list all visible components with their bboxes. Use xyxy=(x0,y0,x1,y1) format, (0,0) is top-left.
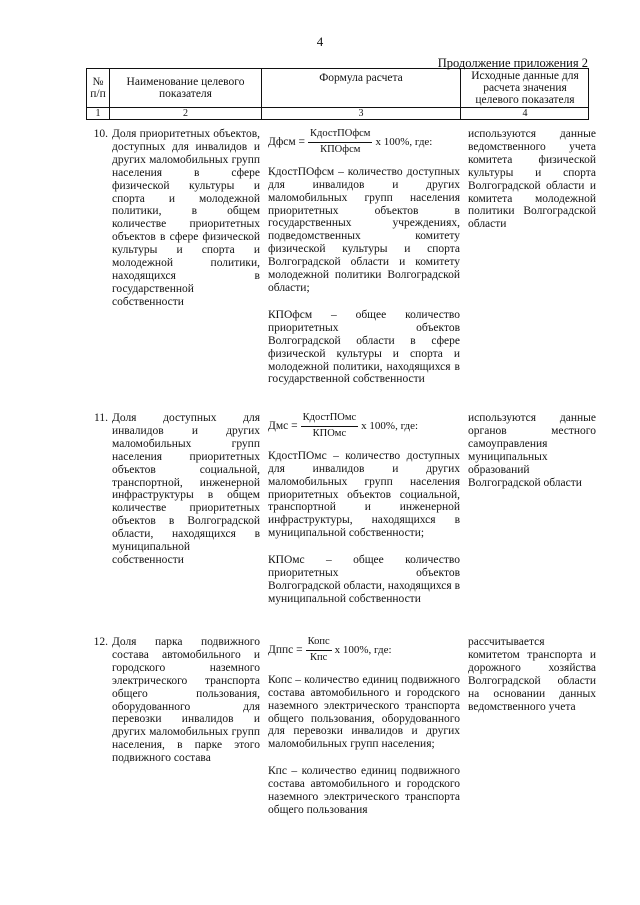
formula-definition: Кпс – количество единиц подвижного состава автомобильного и городского наземного электрического транспорта общего пользования xyxy=(268,765,460,816)
header-col-formula: Формула расчета xyxy=(319,72,403,84)
formula-fraction xyxy=(301,412,359,441)
header-num-4: 4 xyxy=(522,108,528,119)
formula xyxy=(268,636,460,665)
formula-numerator: КдостПОфсм xyxy=(308,128,372,143)
header-col-number: № п/п xyxy=(90,76,106,100)
formula-tail: х 100%, где: xyxy=(334,643,392,656)
indicator-name: Доля доступных для инвалидов и других маломобильных групп населения приоритетных объектов социальной, транспортной, инженерной инфраструктуры в общем количестве приоритетных объектов в Волгоградской области, находящихся в муниципальной собственности xyxy=(112,412,260,566)
row-number: 12. xyxy=(93,636,108,648)
formula-cell xyxy=(268,412,460,606)
formula-symbol: Дппс = xyxy=(268,643,303,656)
indicator-name: Доля парка подвижного состава автомобильного и городского наземного электрического транспорта общего пользования, оборудованного для перевозки инвалидов и других маломобильных групп населения, в парке этого подвижного состава xyxy=(112,636,260,765)
formula-cell xyxy=(268,636,460,817)
formula-tail: х 100%, где: xyxy=(361,419,419,432)
formula-denominator: КПОмс xyxy=(312,427,347,439)
indicator-name: Доля приоритетных объектов, доступных для инвалидов и других маломобильных групп населения в сфере физической культуры и спорта и молодежной политики, в общем количестве приоритетных объектов в сфере физической культуры и спорта и молодежной политики, находящихся в государственной собственности xyxy=(112,128,260,308)
header-col-source: Исходные данные для расчета значения целевого показателя xyxy=(471,70,579,106)
formula-numerator: Копс xyxy=(306,636,332,651)
formula-definition: КПОмс – общее количество приоритетных объектов Волгоградской области, находящихся в муниципальной собственности xyxy=(268,554,460,605)
header-num-2: 2 xyxy=(183,108,188,119)
formula xyxy=(268,412,460,441)
source-data: рассчитывается комитетом транспорта и дорожного хозяйства Волгоградской области на основании данных ведомственного учета xyxy=(468,636,596,713)
source-data: используются данные органов местного самоуправления муниципальных образований Волгоградской области xyxy=(468,412,596,489)
source-data: используются данные ведомственного учета комитета физической культуры и спорта Волгоградской области и комитета молодежной политики Волгоградской области xyxy=(468,128,596,231)
formula-fraction xyxy=(308,128,372,157)
formula-definition: КПОфсм – общее количество приоритетных объектов Волгоградской области в сфере физической культуры и спорта и молодежной политики, находящихся в государственной собственности xyxy=(268,308,460,386)
formula-tail: х 100%, где: xyxy=(375,135,433,148)
formula-denominator: КПОфсм xyxy=(320,143,361,155)
formula-symbol: Дфсм = xyxy=(268,135,306,148)
table-header xyxy=(86,68,589,120)
formula-definition: КдостПОфсм – количество доступных для инвалидов и других маломобильных групп населения приоритетных объектов в государственных учреждениях, подведомственных комитету физической культуры и спорта Волгоградской области и комитету молодежной политики Волгоградской области; xyxy=(268,165,460,294)
formula-fraction xyxy=(306,636,332,665)
row-number: 10. xyxy=(93,128,108,140)
formula-numerator: КдостПОмс xyxy=(301,412,359,427)
header-num-1: 1 xyxy=(95,108,101,119)
header-num-3: 3 xyxy=(358,108,364,119)
formula-definition: КдостПОмс – количество доступных для инвалидов и других маломобильных групп населения приоритетных объектов социальной, транспортной и инженерной инфраструктуры, находящихся в муниципальной собственности; xyxy=(268,449,460,540)
formula-cell xyxy=(268,128,460,386)
formula-denominator: Кпс xyxy=(309,651,328,663)
formula-symbol: Дмс = xyxy=(268,419,298,432)
formula-definition: Копс – количество единиц подвижного состава автомобильного и городского наземного электрического транспорта общего пользования, оборудованного для перевозки инвалидов и других маломобильных групп населения; xyxy=(268,673,460,751)
formula xyxy=(268,128,460,157)
page-number: 4 xyxy=(316,34,324,49)
header-col-name: Наименование целевого показателя xyxy=(126,76,245,100)
appendix-note: Продолжение приложения 2 xyxy=(437,56,588,70)
row-number: 11. xyxy=(94,412,108,424)
